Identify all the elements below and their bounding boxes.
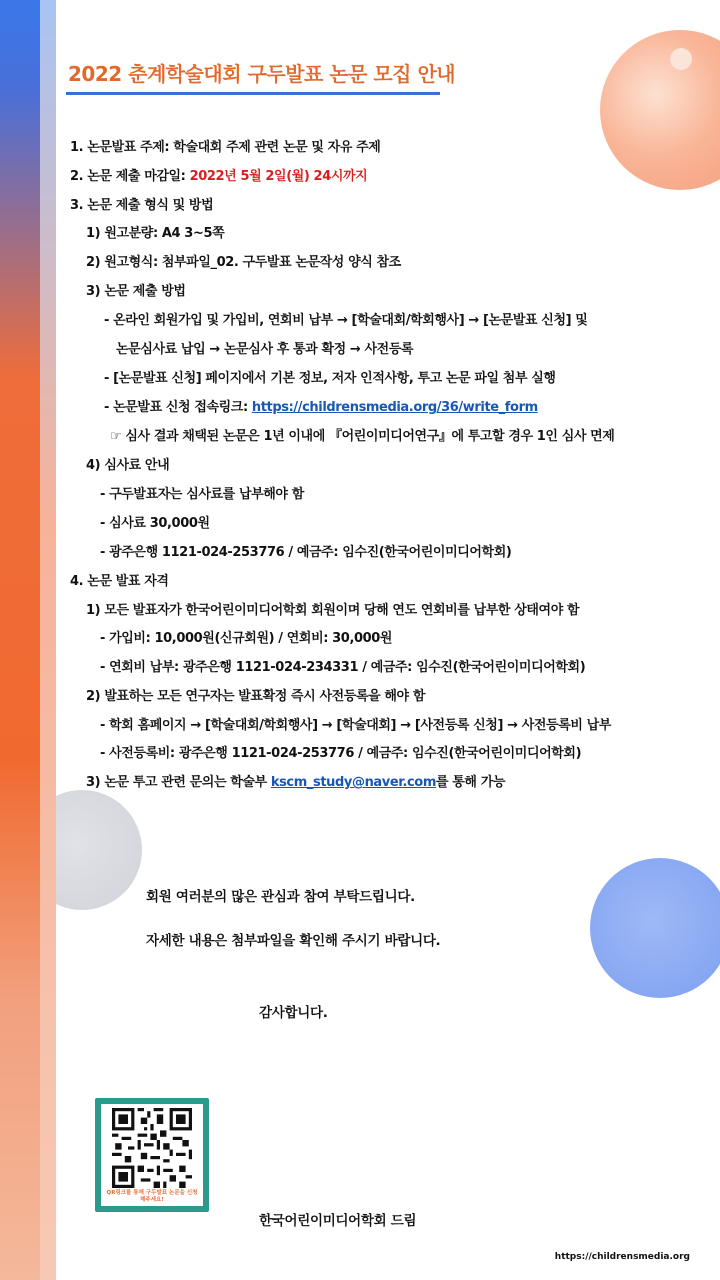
qr-caption: QR링크를 통해 구두발표 논문을 신청해주세요! [106, 1190, 198, 1203]
method-step-1b: 논문심사료 납입 → 논문심사 후 통과 확정 → 사전등록 [116, 342, 414, 357]
fee-note-1: - 구두발표자는 심사료를 납부해야 함 [100, 487, 304, 502]
item-eligibility: 4. 논문 발표 자격 [70, 574, 169, 589]
title-underline [66, 92, 440, 95]
review-exemption-note: ☞ 심사 결과 채택된 논문은 1년 이내에 『어린이미디어연구』에 투고할 경우 1인 심사 면제 [110, 429, 615, 444]
eligibility-account: - 연회비 납부: 광주은행 1121-024-234331 / 예금주: 임수진(한국어린이미디어학회) [100, 660, 586, 675]
submit-form-link[interactable]: https://childrensmedia.org/36/write_form [251, 400, 538, 415]
deadline-date: 2022년 5월 2일(월) 24시까지 [189, 169, 368, 184]
closing-thanks: 감사합니다. [259, 1005, 328, 1021]
item-length: 1) 원고분량: A4 3~5쪽 [86, 226, 225, 241]
qr-code-icon [109, 1108, 195, 1188]
inquiry-email-link[interactable]: kscm_study@naver.com [270, 775, 436, 790]
item-method: 3) 논문 제출 방법 [86, 284, 186, 299]
fee-account: - 광주은행 1121-024-253776 / 예금주: 임수진(한국어린이미디어학회) [100, 545, 512, 560]
inquiry-line: 3) 논문 투고 관련 문의는 학술부 kscm_study@naver.com를 통해 가능 [86, 775, 506, 790]
footer-url[interactable]: https://childrensmedia.org [554, 1252, 690, 1262]
qr-code-inner [101, 1104, 203, 1206]
closing-line-1: 회원 여러분의 많은 관심과 참여 부탁드립니다. [146, 889, 415, 905]
registration-steps: - 학회 홈페이지 → [학술대회/학회행사] → [학술대회] → [사전등록 신청] → 사전등록비 납부 [100, 718, 611, 733]
item-format: 3. 논문 제출 형식 및 방법 [70, 198, 214, 213]
eligibility-fees: - 가입비: 10,000원(신규회원) / 연회비: 30,000원 [100, 631, 393, 646]
item-deadline: 2. 논문 제출 마감일: 2022년 5월 2일(월) 24시까지 [70, 169, 368, 184]
signature: 한국어린이미디어학회 드림 [259, 1213, 417, 1229]
eligibility-1: 1) 모든 발표자가 한국어린이미디어학회 회원이며 당해 연도 연회비를 납부한 상태여야 함 [86, 603, 580, 618]
fee-note-2: - 심사료 30,000원 [100, 516, 210, 531]
qr-code-card[interactable] [95, 1098, 209, 1212]
eligibility-2: 2) 발표하는 모든 연구자는 발표확정 즉시 사전등록을 해야 함 [86, 689, 425, 704]
item-review-fee: 4) 심사료 안내 [86, 458, 170, 473]
method-step-2: - [논문발표 신청] 페이지에서 기본 정보, 저자 인적사항, 투고 논문 파일 첨부 실행 [104, 371, 556, 386]
method-step-3: - 논문발표 신청 접속링크: https://childrensmedia.org/36/write_form [104, 400, 538, 415]
closing-line-2: 자세한 내용은 첨부파일을 확인해 주시기 바랍니다. [146, 933, 441, 949]
item-topic: 1. 논문발표 주제: 학술대회 주제 관련 논문 및 자유 주제 [70, 140, 381, 155]
page-title: 2022 춘계학술대회 구두발표 논문 모집 안내 [68, 62, 456, 86]
registration-account: - 사전등록비: 광주은행 1121-024-253776 / 예금주: 임수진(한국어린이미디어학회) [100, 746, 582, 761]
item-template: 2) 원고형식: 첨부파일_02. 구두발표 논문작성 양식 참조 [86, 255, 401, 270]
method-step-1: - 온라인 회원가입 및 가입비, 연회비 납부 → [학술대회/학회행사] → [논문발표 신청] 및 [104, 313, 588, 328]
